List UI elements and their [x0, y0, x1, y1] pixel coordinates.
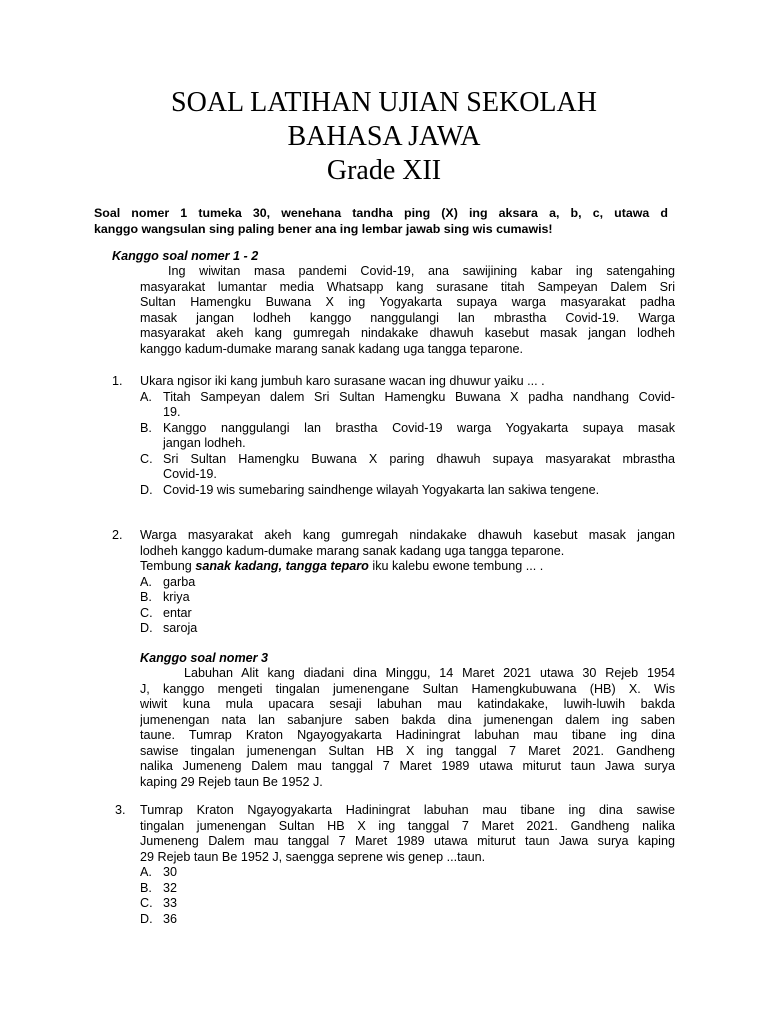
- option-text: kriya: [163, 590, 190, 604]
- option-text: saroja: [163, 621, 198, 635]
- option-text: 30: [163, 865, 178, 879]
- option-letter: A.: [140, 574, 152, 589]
- option-a[interactable]: [140, 865, 675, 881]
- document-title: [0, 86, 768, 188]
- passage-1-line: masyarakat akeh kang gumregah nindakake dhawuh kasebut masak jangan lodheh: [140, 326, 675, 340]
- option-letter: C.: [140, 451, 153, 466]
- stem-text: Tembung: [140, 559, 196, 573]
- option-letter: B.: [140, 420, 152, 435]
- section-label-1-2: Kanggo soal nomer 1 - 2: [112, 249, 259, 263]
- question-stem: Warga masyarakat akeh kang gumregah nindakake dhawuh kasebut masak jangan: [140, 528, 675, 542]
- passage-2-line: nalika Jumeneng Dalem mau tanggal 7 Maret 1989 utawa miturut taun Jawa surya: [140, 759, 675, 773]
- question-stem: Jumeneng Dalem mau tanggal 7 Maret 1989 utawa miturut taun Jawa surya kaping: [140, 834, 675, 848]
- option-text: Kanggo nanggulangi lan brastha Covid-19 warga Yogyakarta supaya masak: [163, 420, 675, 435]
- option-c[interactable]: [140, 606, 675, 622]
- option-text: 36: [163, 911, 178, 926]
- option-text: 19.: [163, 405, 181, 419]
- title-line-2: BAHASA JAWA: [287, 121, 481, 152]
- question-number: 3.: [115, 803, 126, 817]
- passage-1-line: kanggo kadum-dumake marang sanak kadang uga tangga teparone.: [140, 341, 523, 356]
- option-d[interactable]: [140, 483, 675, 499]
- passage-2-line: jumenengan nata lan sabanjure saben bakda dina jumenengan dalem ing saben: [140, 712, 675, 727]
- option-text: Covid-19 wis sumebaring saindhenge wilayah Yogyakarta lan sakiwa tengene.: [163, 482, 600, 497]
- option-letter: D.: [140, 911, 153, 926]
- passage-1-line: masyarakat lumantar media Whatsapp kang surasane titah Sampeyan Dalem Sri: [140, 279, 675, 294]
- passage-1-line: Ing wiwitan masa pandemi Covid-19, ana sawijining kabar ing satengahing: [168, 264, 675, 278]
- passage-1-line: Sultan Hamengku Buwana X ing Yogyakarta supaya warga masyarakat padha: [140, 295, 675, 309]
- question-number: 2.: [112, 528, 123, 542]
- question-number: 1.: [112, 374, 123, 388]
- option-text: 33: [163, 896, 178, 910]
- question-stem: 29 Rejeb taun Be 1952 J, saengga seprene wis genep ...taun.: [140, 849, 486, 864]
- passage-2-line: kaping 29 Rejeb taun Be 1952 J.: [140, 774, 323, 789]
- option-text: 32: [163, 880, 178, 895]
- option-text: Sri Sultan Hamengku Buwana X paring dhawuh supaya masyarakat mbrastha: [163, 451, 675, 466]
- option-letter: B.: [140, 880, 152, 895]
- instructions: [94, 205, 668, 237]
- option-b[interactable]: [140, 590, 675, 606]
- option-text: Covid-19.: [163, 467, 217, 481]
- option-letter: B.: [140, 590, 152, 604]
- option-b[interactable]: [140, 421, 675, 452]
- reading-passage-2: [140, 666, 675, 790]
- question-stem-line-3: [140, 559, 675, 575]
- question-stem: lodheh kanggo kadum-dumake marang sanak kadang uga tangga teparone.: [140, 543, 565, 558]
- question-stem: Ukara ngisor iki kang jumbuh karo surasane wacan ing dhuwur yaiku ... .: [140, 374, 545, 388]
- instructions-line-2: kanggo wangsulan sing paling bener ana ing lembar jawab sing wis cumawis!: [94, 222, 553, 236]
- option-letter: C.: [140, 605, 153, 620]
- question-stem: Tumrap Kraton Ngayogyakarta Hadiningrat labuhan mau tibane ing dina sawise: [140, 803, 675, 817]
- passage-2-line: wiwit kuna mula upacara sesaji labuhan mau katindakake, luwih-luwih bakda: [140, 697, 675, 711]
- reading-passage-1: [140, 264, 675, 357]
- passage-2-line: taune. Tumrap Kraton Ngayogyakarta Hadiningrat labuhan mau tibane ing dina: [140, 728, 675, 742]
- option-letter: C.: [140, 896, 153, 910]
- passage-2-line: J, kanggo mengeti tingalan jumenengane Sultan Hamengkubuwana (HB) X. Wis: [140, 681, 675, 696]
- option-d[interactable]: [140, 621, 675, 637]
- option-text: entar: [163, 605, 192, 620]
- title-line-1: SOAL LATIHAN UJIAN SEKOLAH: [171, 87, 597, 118]
- title-line-3: Grade XII: [326, 155, 442, 186]
- option-a[interactable]: [140, 575, 675, 591]
- option-text: jangan lodheh.: [163, 436, 246, 450]
- passage-1-line: masak jangan lodheh kanggo nanggulangi lan mbrastha Covid-19. Warga: [140, 310, 675, 325]
- option-c[interactable]: [140, 896, 675, 912]
- option-d[interactable]: [140, 912, 675, 928]
- option-letter: A.: [140, 865, 152, 879]
- option-text: garba: [163, 574, 196, 589]
- option-letter: D.: [140, 482, 153, 497]
- passage-2-line: sawise tingalan jumenengan Sultan HB X ing tanggal 7 Maret 2021. Gandheng: [140, 743, 675, 758]
- option-a[interactable]: [140, 390, 675, 421]
- option-c[interactable]: [140, 452, 675, 483]
- option-b[interactable]: [140, 881, 675, 897]
- section-label-3: Kanggo soal nomer 3: [140, 651, 269, 665]
- question-stem: tingalan jumenengan Sultan HB X ing tanggal 7 Maret 2021. Gandheng nalika: [140, 818, 675, 833]
- option-text: Titah Sampeyan dalem Sri Sultan Hamengku Buwana X padha nandhang Covid-: [163, 389, 675, 404]
- option-letter: A.: [140, 389, 152, 404]
- option-letter: D.: [140, 621, 153, 635]
- stem-text: iku kalebu ewone tembung ... .: [368, 559, 544, 573]
- emphasized-phrase: sanak kadang, tangga teparo: [195, 559, 369, 573]
- passage-2-line: Labuhan Alit kang diadani dina Minggu, 14 Maret 2021 utawa 30 Rejeb 1954: [184, 666, 675, 680]
- instructions-line-1: Soal nomer 1 tumeka 30, wenehana tandha ping (X) ing aksara a, b, c, utawa d: [94, 206, 668, 220]
